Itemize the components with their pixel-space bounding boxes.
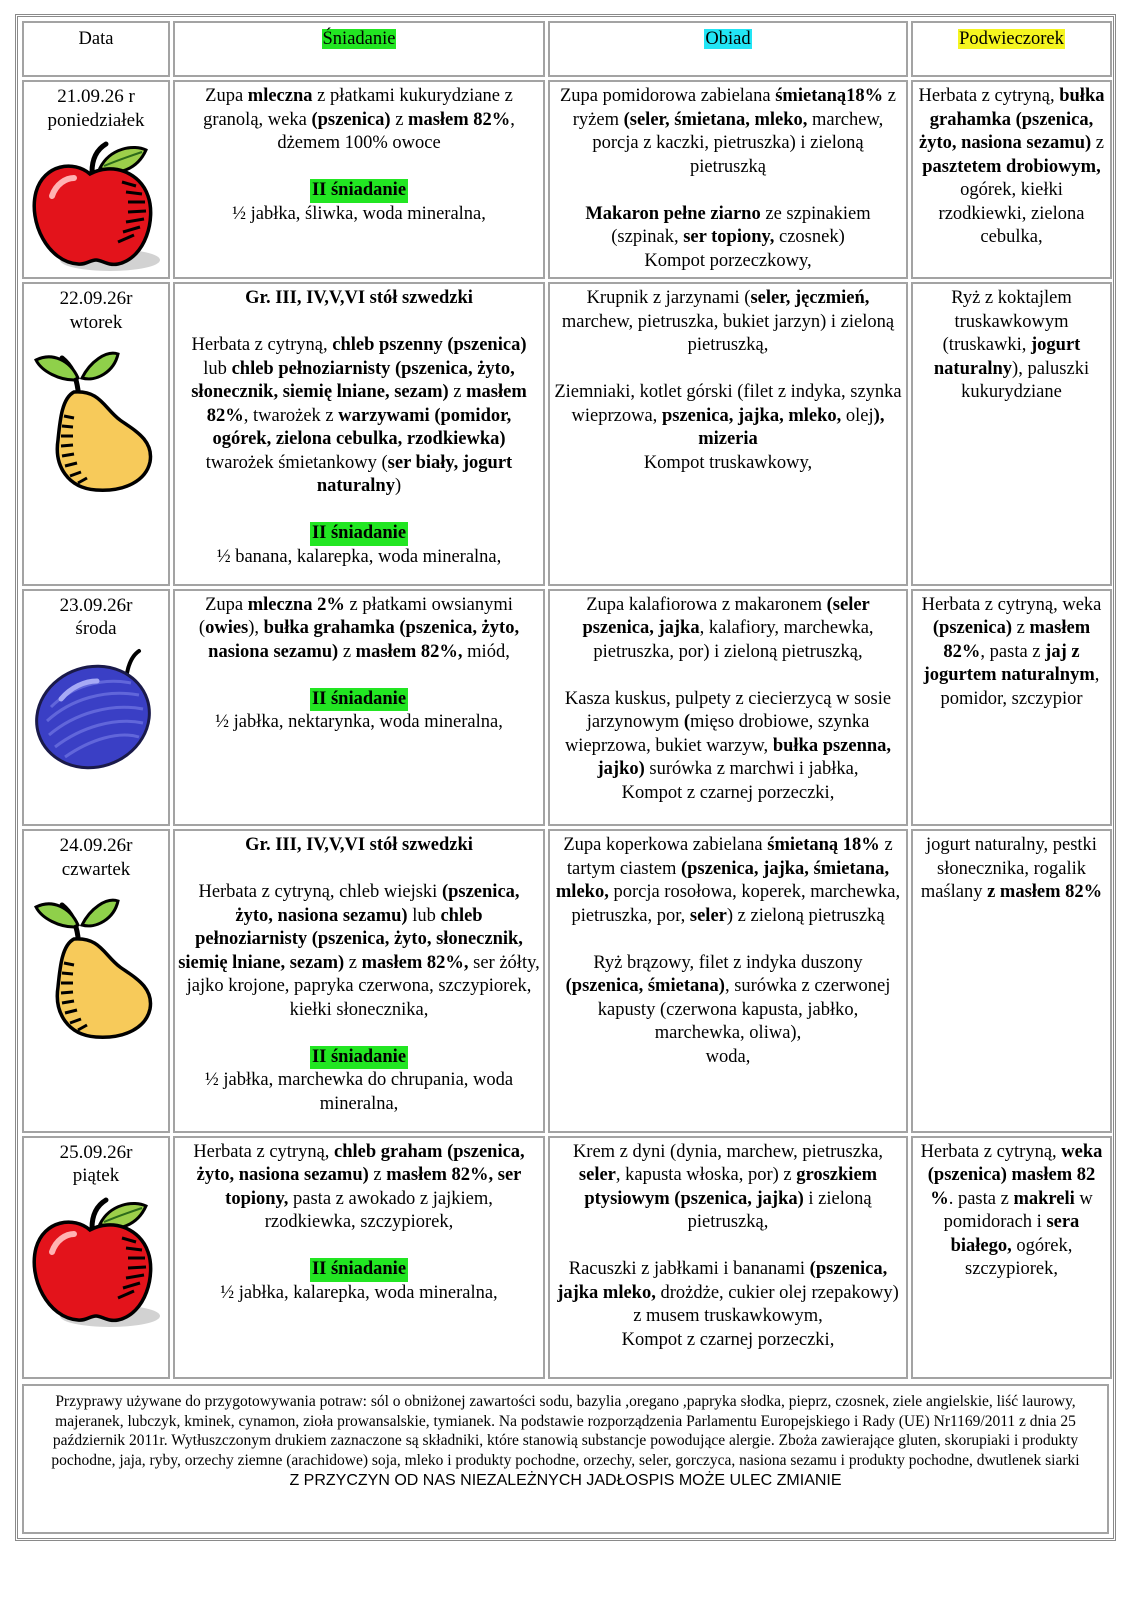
date-text: 23.09.26r bbox=[59, 594, 133, 616]
apple-icon bbox=[27, 1194, 165, 1330]
date-text: 21.09.26 r bbox=[57, 86, 135, 108]
cell-paragraph: jogurt naturalny, pestki słonecznika, rogalik maślany z masłem 82% bbox=[920, 835, 1103, 903]
cell-paragraph: Gr. III, IV,V,VI stół szwedzki bbox=[245, 835, 473, 856]
cell-paragraph: Zupa mleczna 2% z płatkami owsianymi (owies), bułka grahamka (pszenica, żyto, nasiona sezamu) z masłem 82%, miód, bbox=[198, 594, 520, 662]
date-text: 22.09.26r bbox=[59, 288, 133, 310]
snack-cell bbox=[911, 80, 1112, 279]
cell-paragraph: Makaron pełne ziarno ze szpinakiem (szpinak, ser topiony, czosnek) Kompot porzeczkowy, bbox=[585, 203, 871, 271]
date-cell bbox=[22, 829, 170, 1133]
header-row bbox=[22, 21, 1112, 77]
date-text: 24.09.26r bbox=[59, 835, 133, 857]
footer-text: Przyprawy używane do przygotowywania potraw: sól o obniżonej zawartości sodu, bazylia ,oregano ,papryka słodka, pieprz, czosnek, ziele angielskie, liść laurowy, majeranek, lubczyk, kminek, cynamon, zioła prowansalskie, tymianek. Na podstawie rozporządzenia Parlamentu Europejskiego i Rady (UE) Nr1169/2011 z dnia 25 październik 2011r. Wytłuszczonym drukiem zaznaczone są składniki, które stanowią substancje powodujące alergie. Zboża zawierające gluten, skorupiaki i produkty pochodne, jaja, ryby, orzechy ziemne (arachidowe) soja, mleko i produkty pochodne, orzechy, seler, gorczyca, nasiona sezamu i produkty pochodne, dwutlenek siarki bbox=[51, 1393, 1080, 1469]
lunch-cell bbox=[548, 80, 908, 279]
date-text: 25.09.26r bbox=[59, 1141, 133, 1163]
snack-cell bbox=[911, 282, 1112, 586]
snack-cell bbox=[911, 829, 1112, 1133]
weekday-text: czwartek bbox=[61, 858, 131, 880]
breakfast-cell bbox=[173, 589, 545, 826]
cell-paragraph: Ryż brązowy, filet z indyka duszony (pszenica, śmietana), surówka z czerwonej kapusty (czerwona kapusta, jabłko, marchewka, oliwa), woda, bbox=[565, 952, 891, 1067]
footer-note bbox=[22, 1384, 1109, 1534]
breakfast-cell bbox=[173, 80, 545, 279]
lunch-cell bbox=[548, 282, 908, 586]
weekday-text: środa bbox=[75, 618, 117, 640]
cell-paragraph: Ziemniaki, kotlet górski (filet z indyka, szynka wieprzowa, pszenica, jajka, mleko, olej), mizeria Kompot truskawkowy, bbox=[554, 382, 902, 473]
header-date: Data bbox=[22, 21, 170, 77]
pear-icon bbox=[27, 887, 165, 1043]
day-row bbox=[22, 1136, 1112, 1379]
second-breakfast-text: ½ jabłka, śliwka, woda mineralna, bbox=[232, 203, 486, 224]
pear-icon bbox=[27, 340, 165, 496]
breakfast-cell bbox=[173, 282, 545, 586]
date-cell bbox=[22, 589, 170, 826]
date-cell bbox=[22, 80, 170, 279]
header-snack: Podwieczorek bbox=[911, 21, 1112, 77]
day-row bbox=[22, 589, 1112, 826]
second-breakfast-label: II śniadanie bbox=[310, 1258, 408, 1282]
cell-paragraph: Herbata z cytryną, weka (pszenica) z masłem 82%, pasta z jaj z jogurtem naturalnym, pomidor, szczypior bbox=[921, 594, 1102, 709]
second-breakfast-label: II śniadanie bbox=[310, 688, 408, 712]
cell-paragraph: Zupa pomidorowa zabielana śmietaną18% z ryżem (seler, śmietana, mleko, marchew, porcja z kaczki, pietruszka) i zieloną pietruszką bbox=[560, 86, 896, 177]
cell-paragraph: Zupa koperkowa zabielana śmietaną 18% z tartym ciastem (pszenica, jajka, śmietana, mleko, porcja rosołowa, koperek, marchewka, pietruszka, por, seler) z zieloną pietruszką bbox=[555, 835, 901, 926]
menu-table bbox=[19, 18, 1115, 1382]
date-cell bbox=[22, 282, 170, 586]
header-breakfast: Śniadanie bbox=[173, 21, 545, 77]
second-breakfast-label: II śniadanie bbox=[310, 522, 408, 546]
cell-paragraph: Krem z dyni (dynia, marchew, pietruszka, seler, kapusta włoska, por) z groszkiem ptysiowym (pszenica, jajka) i zieloną pietruszką, bbox=[572, 1141, 884, 1233]
header-lunch: Obiad bbox=[548, 21, 908, 77]
second-breakfast-text: ½ banana, kalarepka, woda mineralna, bbox=[216, 546, 502, 567]
cell-paragraph: Herbata z cytryną, chleb pszenny (pszenica) lub chleb pełnoziarnisty (pszenica, żyto, słonecznik, siemię lniane, sezam) z masłem 82%, twarożek z warzywami (pomidor, ogórek, zielona cebulka, rzodkiewka) twarożek śmietankowy (ser biały, jogurt naturalny) bbox=[191, 335, 527, 497]
lunch-cell bbox=[548, 589, 908, 826]
cell-paragraph: Herbata z cytryną, chleb wiejski (pszenica, żyto, nasiona sezamu) lub chleb pełnoziarnisty (pszenica, żyto, słonecznik, siemię lniane, sezam) z masłem 82%, ser żółty, jajko krojone, papryka czerwona, szczypiorek, kiełki słonecznika, bbox=[178, 882, 540, 1020]
day-row bbox=[22, 282, 1112, 586]
apple-icon bbox=[27, 138, 165, 274]
second-breakfast-label: II śniadanie bbox=[310, 179, 408, 203]
cell-paragraph: Herbata z cytryną, chleb graham (pszenica, żyto, nasiona sezamu) z masłem 82%, ser topiony, pasta z awokado z jajkiem, rzodkiewka, szczypiorek, bbox=[193, 1141, 525, 1233]
date-cell bbox=[22, 1136, 170, 1379]
snack-cell bbox=[911, 1136, 1112, 1379]
second-breakfast-label: II śniadanie bbox=[310, 1046, 408, 1070]
weekday-text: poniedziałek bbox=[47, 109, 145, 131]
breakfast-cell bbox=[173, 829, 545, 1133]
cell-paragraph: Herbata z cytryną, weka (pszenica) masłem 82 %. pasta z makreli w pomidorach i sera białego, ogórek, szczypiorek, bbox=[920, 1141, 1103, 1280]
second-breakfast-text: ½ jabłka, nektarynka, woda mineralna, bbox=[215, 712, 503, 733]
weekday-text: piątek bbox=[72, 1165, 120, 1187]
weekday-text: wtorek bbox=[69, 311, 123, 333]
cell-paragraph: Ryż z koktajlem truskawkowym (truskawki, jogurt naturalny), paluszki kukurydziane bbox=[933, 288, 1090, 403]
cell-paragraph: Kasza kuskus, pulpety z ciecierzycą w sosie jarzynowym (mięso drobiowe, szynka wieprzowa, bukiet warzyw, bułka pszenna, jajko) surówka z marchwi i jabłka, Kompot z czarnej porzeczki, bbox=[564, 688, 892, 803]
day-row bbox=[22, 829, 1112, 1133]
cell-paragraph: Zupa kalafiorowa z makaronem (seler pszenica, jajka, kalafiory, marchewka, pietruszka, por) i zieloną pietruszką, bbox=[582, 594, 874, 662]
lunch-cell bbox=[548, 1136, 908, 1379]
second-breakfast-text: ½ jabłka, kalarepka, woda mineralna, bbox=[220, 1282, 498, 1303]
cell-paragraph: Zupa mleczna z płatkami kukurydziane z granolą, weka (pszenica) z masłem 82%, dżemem 100% owoce bbox=[203, 86, 515, 154]
cell-paragraph: Racuszki z jabłkami i bananami (pszenica, jajka mleko, drożdże, cukier olej rzepakowy) z musem truskawkowym, Kompot z czarnej porzeczki, bbox=[557, 1259, 899, 1350]
cell-paragraph: Herbata z cytryną, bułka grahamka (pszenica, żyto, nasiona sezamu) z pasztetem drobiowym, ogórek, kiełki rzodkiewki, zielona cebulka, bbox=[918, 86, 1105, 248]
day-row bbox=[22, 80, 1112, 279]
plum-icon bbox=[27, 647, 165, 777]
second-breakfast-text: ½ jabłka, marchewka do chrupania, woda mineralna, bbox=[204, 1070, 514, 1114]
lunch-cell bbox=[548, 829, 908, 1133]
snack-cell bbox=[911, 589, 1112, 826]
change-notice: Z PRZYCZYN OD NAS NIEZALEŻNYCH JADŁOSPIS MOŻE ULEC ZMIANIE bbox=[289, 1472, 842, 1489]
breakfast-cell bbox=[173, 1136, 545, 1379]
cell-paragraph: Krupnik z jarzynami (seler, jęczmień, marchew, pietruszka, bukiet jarzyn) i zieloną pietruszką, bbox=[561, 288, 895, 356]
cell-paragraph: Gr. III, IV,V,VI stół szwedzki bbox=[245, 288, 473, 309]
